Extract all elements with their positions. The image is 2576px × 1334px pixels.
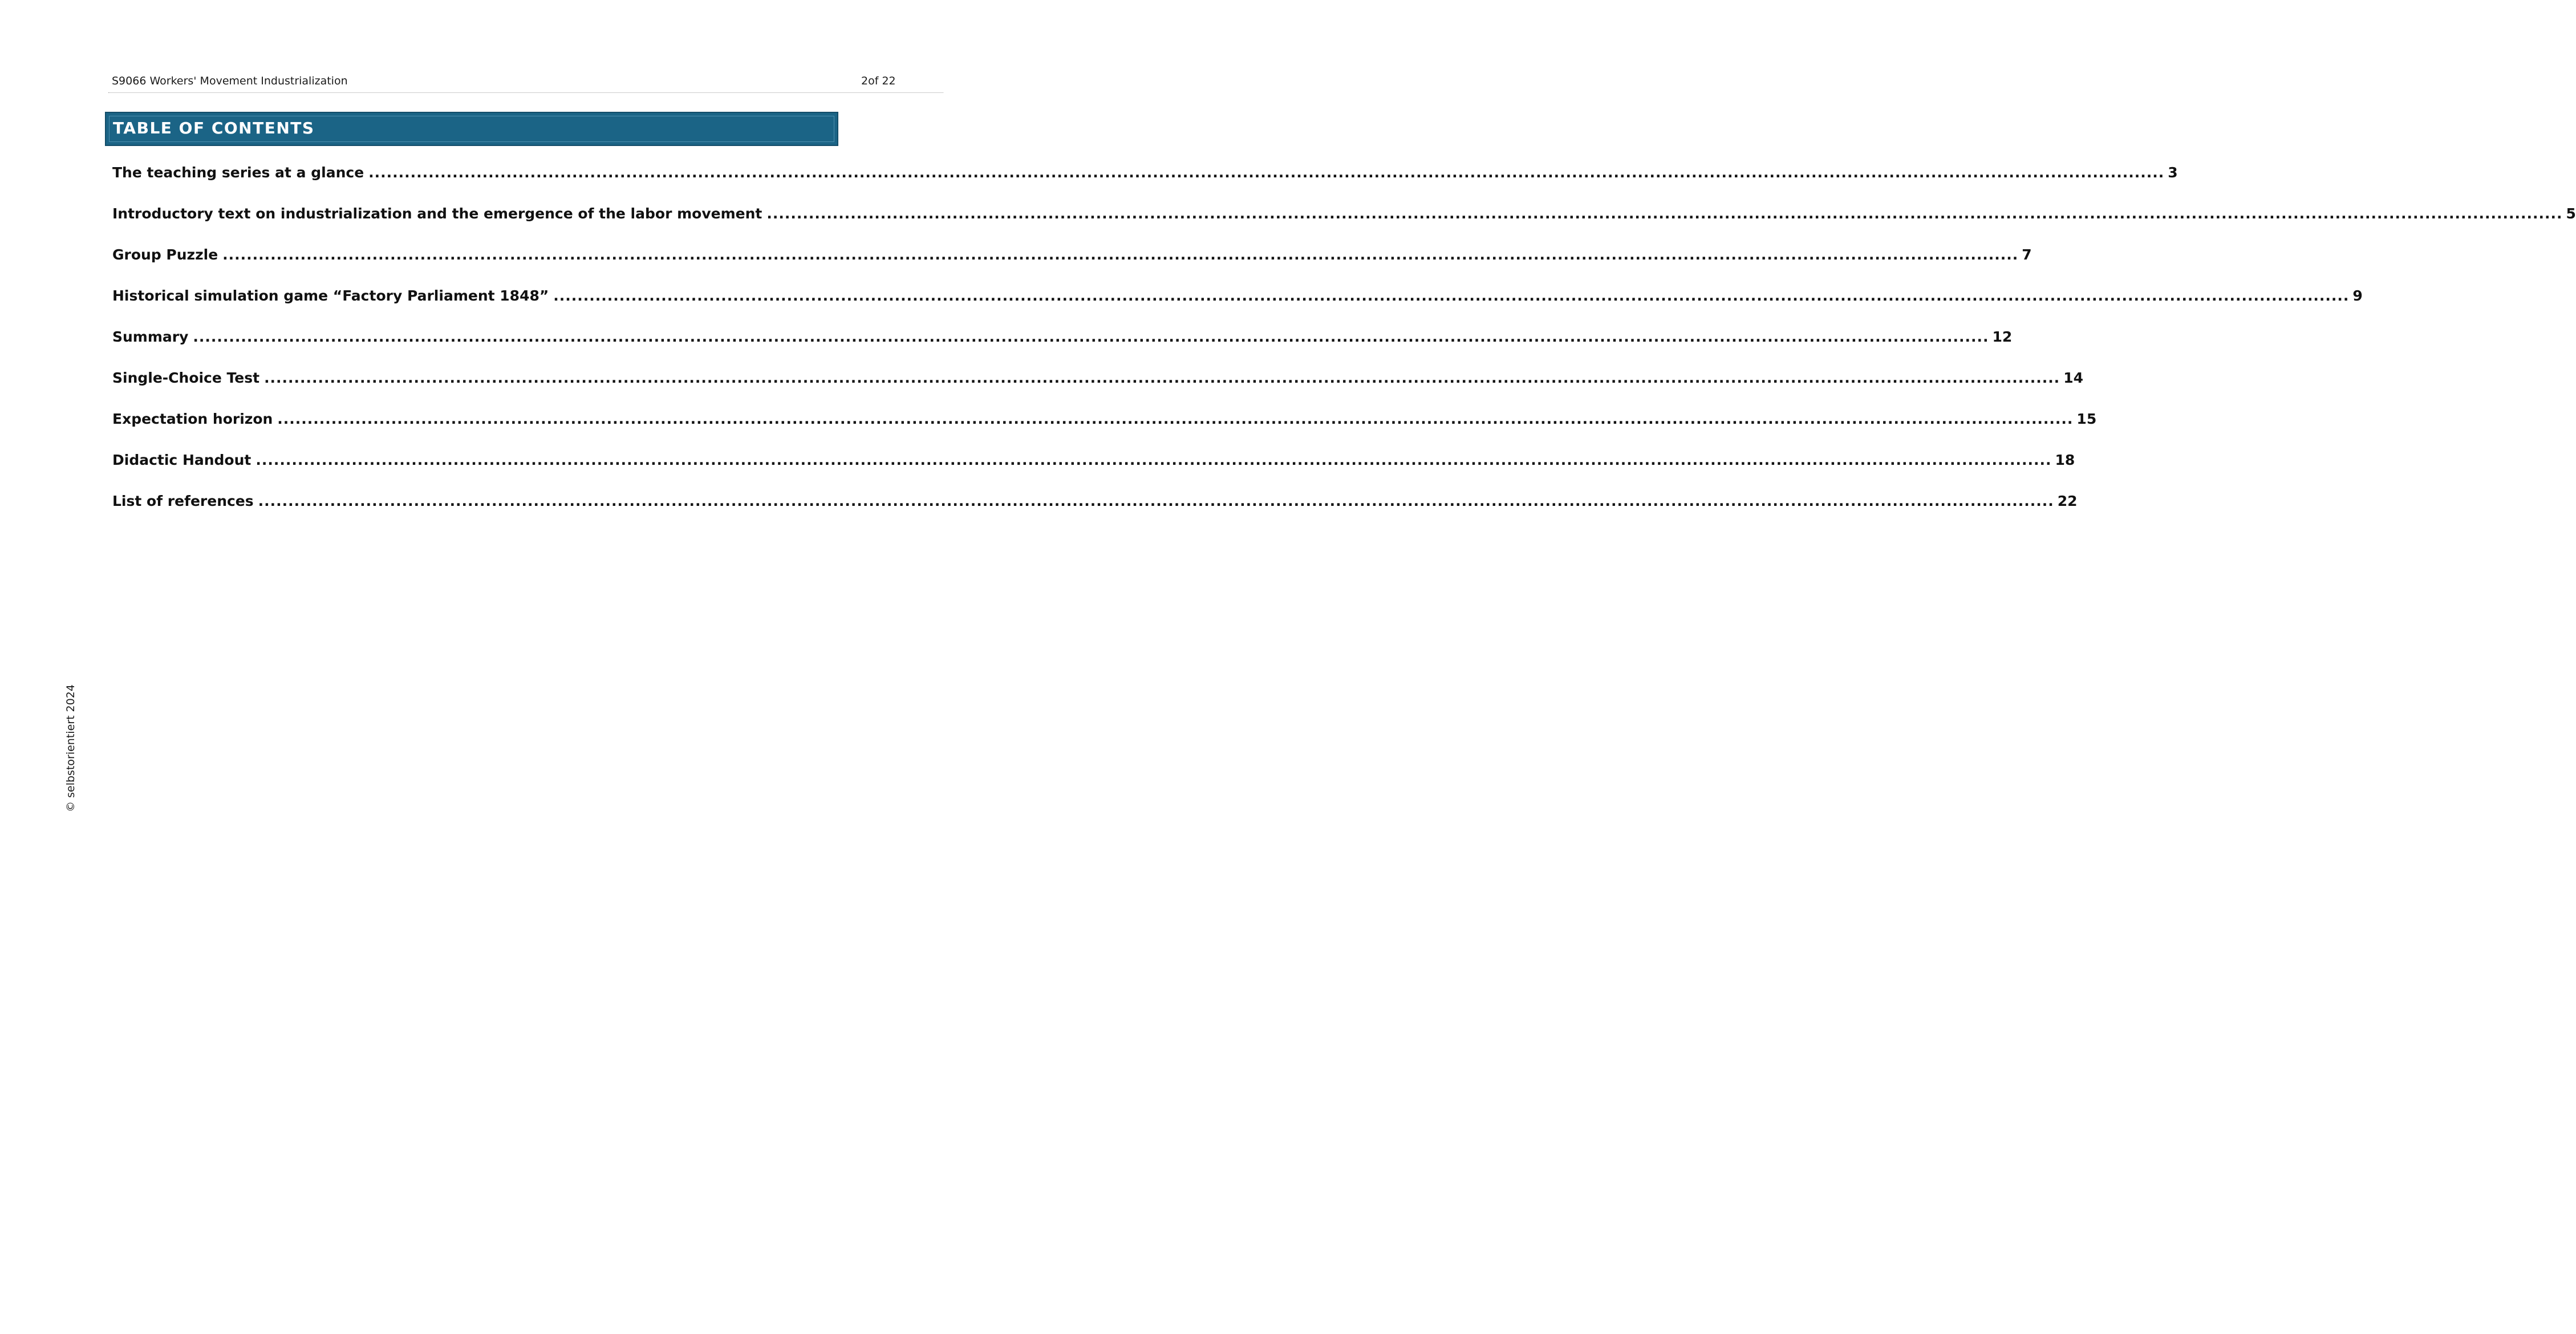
- toc-entry[interactable]: [112, 246, 2032, 287]
- toc-entry-label: List of references: [112, 493, 254, 509]
- toc-entry[interactable]: [112, 452, 2075, 493]
- toc-entry-label: Single-Choice Test: [112, 370, 260, 386]
- toc-dot-leader: ............................................................................................................................................................................................................................................................................................................: [766, 205, 2563, 222]
- toc-entry-page: 15: [2076, 411, 2097, 427]
- toc-dot-leader: ............................................................................................................................................................................................................................................................................................................: [258, 493, 2054, 509]
- toc-entry-label: Expectation horizon: [112, 411, 273, 427]
- toc-entry-label: Didactic Handout: [112, 452, 251, 468]
- toc-entry[interactable]: [112, 411, 2097, 452]
- toc-entry-label: Historical simulation game “Factory Parliament 1848”: [112, 287, 549, 304]
- toc-dot-leader: ............................................................................................................................................................................................................................................................................................................: [277, 411, 2074, 427]
- toc-entry-page: 5: [2566, 205, 2576, 222]
- toc-entry[interactable]: [112, 205, 2576, 246]
- toc-entry[interactable]: [112, 164, 2178, 205]
- toc-entry-page: 12: [1992, 329, 2013, 345]
- running-header: [108, 73, 943, 93]
- toc-heading: TABLE OF CONTENTS: [113, 119, 315, 137]
- page-indicator: 2of 22: [861, 75, 896, 87]
- toc-entry-page: 7: [2022, 246, 2032, 263]
- toc-entry[interactable]: [112, 287, 2363, 329]
- toc-entry-page: 22: [2057, 493, 2078, 509]
- toc-dot-leader: ............................................................................................................................................................................................................................................................................................................: [193, 329, 1989, 345]
- toc-entry[interactable]: [112, 493, 2078, 534]
- copyright-text: © selbstorientiert 2024: [64, 684, 77, 812]
- toc-entry-page: 9: [2352, 287, 2363, 304]
- toc-entry-label: Summary: [112, 329, 189, 345]
- toc-entry[interactable]: [112, 329, 2013, 370]
- toc-dot-leader: ............................................................................................................................................................................................................................................................................................................: [264, 370, 2060, 386]
- toc-entry-label: The teaching series at a glance: [112, 164, 364, 181]
- toc-entry-label: Introductory text on industrialization and the emergence of the labor movement: [112, 205, 762, 222]
- toc-entry[interactable]: [112, 370, 2083, 411]
- toc-entry-label: Group Puzzle: [112, 246, 218, 263]
- toc-entry-page: 3: [2168, 164, 2178, 181]
- toc-dot-leader: ............................................................................................................................................................................................................................................................................................................: [222, 246, 2019, 263]
- table-of-contents: [112, 164, 2576, 534]
- toc-heading-banner: [105, 112, 838, 146]
- toc-dot-leader: ............................................................................................................................................................................................................................................................................................................: [553, 287, 2350, 304]
- document-title: S9066 Workers' Movement Industrialization: [112, 75, 348, 87]
- toc-entry-page: 14: [2063, 370, 2083, 386]
- toc-dot-leader: ............................................................................................................................................................................................................................................................................................................: [255, 452, 2052, 468]
- toc-entry-page: 18: [2055, 452, 2075, 468]
- toc-dot-leader: ............................................................................................................................................................................................................................................................................................................: [368, 164, 2165, 181]
